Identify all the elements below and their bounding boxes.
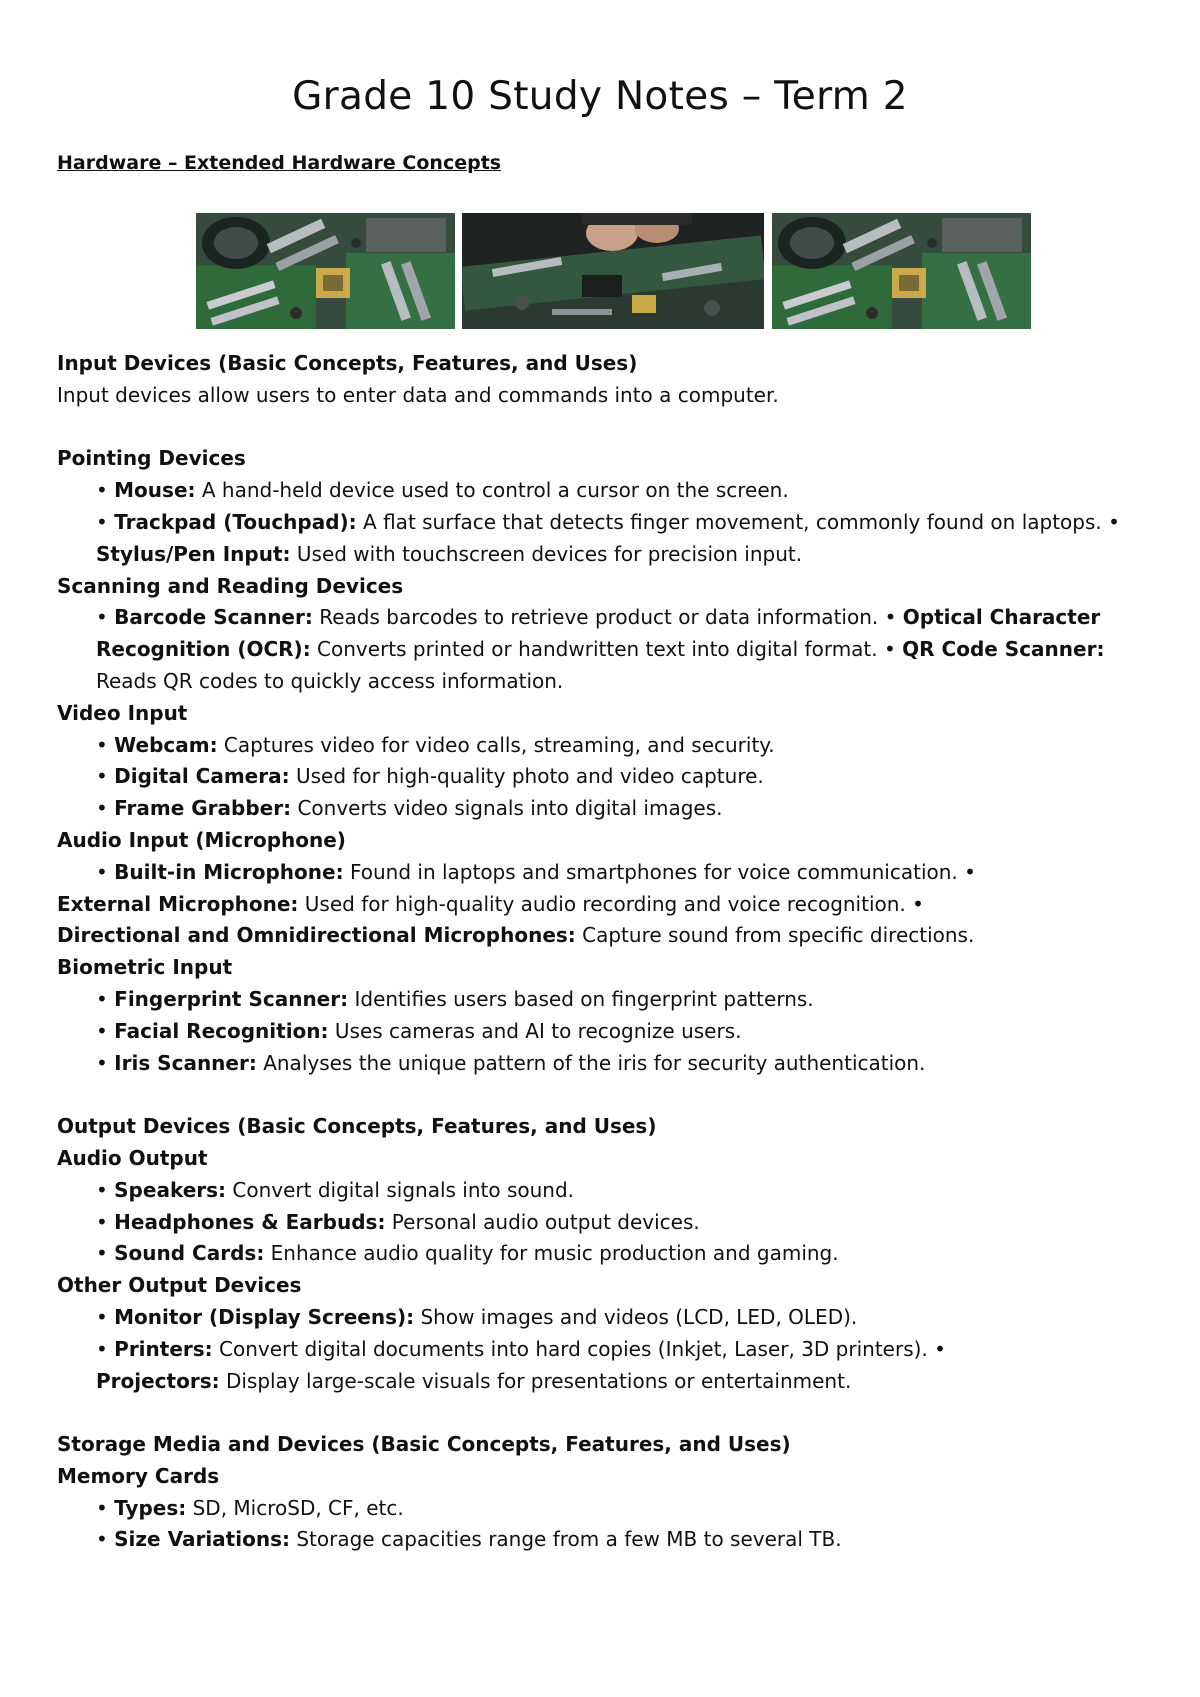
bullet: •: [96, 1527, 108, 1552]
term: Built-in Microphone:: [114, 859, 344, 884]
list-item: [57, 730, 1147, 762]
spacer: [57, 1079, 1147, 1111]
list-item: [57, 1366, 1147, 1398]
list-item: [57, 1207, 1147, 1239]
bullet: •: [96, 1209, 108, 1234]
description: SD, MicroSD, CF, etc.: [186, 1495, 404, 1520]
term: Mouse:: [114, 478, 196, 503]
term: Printers:: [114, 1336, 213, 1361]
bullet: •: [96, 986, 108, 1011]
description: Used with touchscreen devices for precision input.: [290, 541, 803, 566]
list-item: [57, 857, 1147, 889]
list-item: [57, 761, 1147, 793]
video-input-heading: Video Input: [57, 700, 188, 725]
term: Frame Grabber:: [114, 796, 292, 821]
list-item: [57, 889, 1147, 921]
pointing-devices-heading: Pointing Devices: [57, 446, 246, 471]
term: Digital Camera:: [114, 764, 290, 789]
bullet: •: [96, 1336, 108, 1361]
list-item-continuation: Reads QR codes to quickly access information.: [96, 668, 564, 693]
list-item: [57, 1175, 1147, 1207]
bullet: •: [96, 1495, 108, 1520]
description: Analyses the unique pattern of the iris for security authentication.: [256, 1050, 926, 1075]
term: Headphones & Earbuds:: [114, 1209, 386, 1234]
page-title: Grade 10 Study Notes – Term 2: [292, 74, 908, 119]
term: Fingerprint Scanner:: [114, 986, 349, 1011]
description: Converts printed or handwritten text into digital format. •: [310, 637, 896, 662]
motherboard-photo-right: [772, 213, 1031, 329]
description: Show images and videos (LCD, LED, OLED).: [414, 1304, 858, 1329]
description: Captures video for video calls, streaming, and security.: [217, 732, 775, 757]
list-item: [57, 1524, 1147, 1556]
description: Personal audio output devices.: [385, 1209, 700, 1234]
description: Enhance audio quality for music production and gaming.: [264, 1241, 839, 1266]
list-item: [57, 793, 1147, 825]
description: Used for high-quality photo and video capture.: [289, 764, 764, 789]
motherboard-photo-left: [196, 213, 455, 329]
audio-output-heading: Audio Output: [57, 1145, 208, 1170]
term: External Microphone:: [57, 891, 299, 916]
list-item: [57, 1016, 1147, 1048]
description: A hand-held device used to control a cursor on the screen.: [195, 478, 789, 503]
term: Types:: [114, 1495, 187, 1520]
term: Recognition (OCR):: [96, 637, 311, 662]
input-devices-heading: Input Devices (Basic Concepts, Features, and Uses): [57, 351, 638, 375]
description: Identifies users based on fingerprint patterns.: [348, 986, 814, 1011]
term: Optical Character: [902, 605, 1101, 630]
term: Speakers:: [114, 1177, 227, 1202]
list-item: [57, 475, 1147, 507]
description: Reads barcodes to retrieve product or data information. •: [312, 605, 897, 630]
bullet: •: [96, 1241, 108, 1266]
term: Barcode Scanner:: [114, 605, 313, 630]
list-item: [57, 1334, 1147, 1366]
description: Display large-scale visuals for presentations or entertainment.: [219, 1368, 852, 1393]
description: Convert digital documents into hard copies (Inkjet, Laser, 3D printers). •: [212, 1336, 946, 1361]
bullet: •: [96, 605, 108, 630]
other-output-heading: Other Output Devices: [57, 1273, 302, 1298]
description: Storage capacities range from a few MB to several TB.: [289, 1527, 842, 1552]
term: Iris Scanner:: [114, 1050, 257, 1075]
description: A flat surface that detects finger movement, commonly found on laptops. •: [356, 509, 1120, 534]
term: Webcam:: [114, 732, 218, 757]
term: Size Variations:: [114, 1527, 290, 1552]
term: Monitor (Display Screens):: [114, 1304, 415, 1329]
spacer: [57, 1397, 1147, 1429]
term: Directional and Omnidirectional Microphones:: [57, 923, 576, 948]
list-item: [57, 1048, 1147, 1080]
list-item: [57, 984, 1147, 1016]
description: Found in laptops and smartphones for voice communication. •: [343, 859, 976, 884]
list-item: [57, 1493, 1147, 1525]
output-devices-heading: Output Devices (Basic Concepts, Features, and Uses): [57, 1114, 657, 1139]
description: Uses cameras and AI to recognize users.: [328, 1018, 742, 1043]
list-item: [57, 634, 1147, 666]
bullet: •: [96, 478, 108, 503]
list-item: [57, 507, 1147, 539]
bullet: •: [96, 1018, 108, 1043]
list-item: [57, 920, 1147, 952]
technician-repair-photo: [462, 213, 764, 329]
description: Used for high-quality audio recording and voice recognition. •: [298, 891, 924, 916]
term: Stylus/Pen Input:: [96, 541, 291, 566]
description: Convert digital signals into sound.: [226, 1177, 575, 1202]
spacer: [57, 412, 1147, 444]
bullet: •: [96, 764, 108, 789]
input-devices-intro: Input devices allow users to enter data and commands into a computer.: [57, 382, 779, 407]
bullet: •: [96, 859, 108, 884]
description: Converts video signals into digital images.: [291, 796, 723, 821]
audio-input-heading: Audio Input (Microphone): [57, 827, 346, 852]
list-item: [57, 1302, 1147, 1334]
bullet: •: [96, 1177, 108, 1202]
bullet: •: [96, 732, 108, 757]
term: Projectors:: [96, 1368, 220, 1393]
list-item: [57, 539, 1147, 571]
bullet: •: [96, 509, 108, 534]
storage-heading: Storage Media and Devices (Basic Concepts, Features, and Uses): [57, 1432, 791, 1457]
biometric-input-heading: Biometric Input: [57, 955, 233, 980]
section-subtitle: Hardware – Extended Hardware Concepts: [57, 152, 502, 174]
list-item: [57, 602, 1147, 634]
notes-body: [57, 348, 1147, 1556]
term: Trackpad (Touchpad):: [114, 509, 357, 534]
bullet: •: [96, 1304, 108, 1329]
description: Capture sound from specific directions.: [575, 923, 975, 948]
scanning-devices-heading: Scanning and Reading Devices: [57, 573, 404, 598]
memory-cards-heading: Memory Cards: [57, 1463, 220, 1488]
term: Sound Cards:: [114, 1241, 265, 1266]
bullet: •: [96, 1050, 108, 1075]
bullet: •: [96, 796, 108, 821]
list-item: [57, 1238, 1147, 1270]
term: Facial Recognition:: [114, 1018, 329, 1043]
term: QR Code Scanner:: [902, 637, 1105, 662]
